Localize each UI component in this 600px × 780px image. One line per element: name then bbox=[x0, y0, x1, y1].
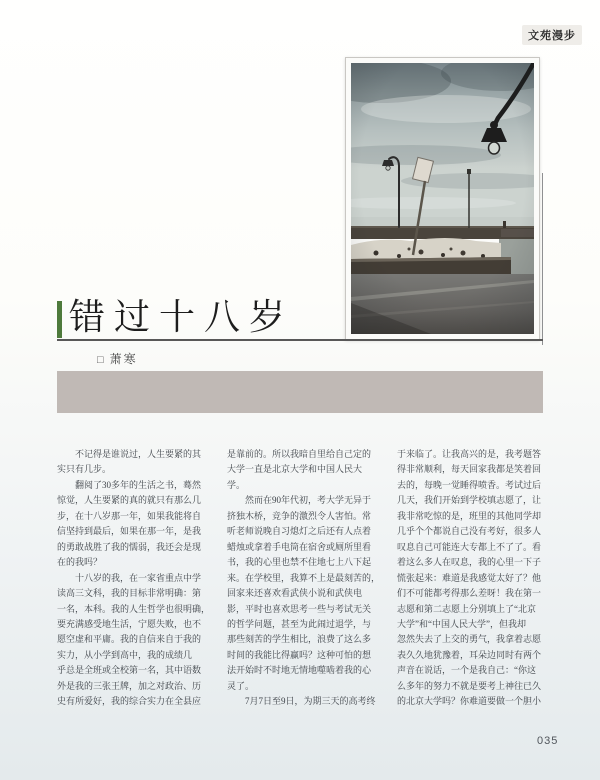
text-line: 时间的我能比得赢吗？这种可怕的想 bbox=[227, 649, 372, 660]
text-line: 大学一直是北京大学和中国人民大 bbox=[227, 464, 363, 475]
text-line: 法开始时不时地无情地噬啮着我的心 bbox=[227, 665, 372, 676]
text-line: 么多年的努力不就是要考上神往已久 bbox=[397, 680, 542, 691]
text-line: 几天，我们开始到学校填志愿了，让 bbox=[397, 495, 542, 506]
text-line: 的哲学问题，甚至为此闹过退学，与 bbox=[227, 618, 372, 629]
article-photo bbox=[345, 57, 540, 340]
author-marker-icon: □ bbox=[97, 354, 104, 366]
text-line: 着这么多人在叹息，我的心里一下子 bbox=[397, 557, 542, 568]
text-line: 志愿和第二志愿上分别填上了“北京 bbox=[397, 603, 536, 614]
text-line: 学。 bbox=[227, 479, 246, 490]
text-line: 史有所爱好，我的综合实力在全县应 bbox=[57, 696, 202, 707]
text-line: 去的，每晚一觉睡得喷香。考试过后 bbox=[397, 479, 542, 490]
title-divider-rule bbox=[57, 339, 543, 341]
pier-photo-illustration bbox=[351, 63, 534, 334]
text-line: 实力，从小学到高中，我的成绩几 bbox=[57, 649, 193, 660]
text-line: 然而在90年代初，考大学无异于 bbox=[227, 495, 372, 506]
text-line: 7月7日至9日，为期三天的高考终 bbox=[227, 696, 376, 707]
text-column-2 bbox=[227, 447, 381, 710]
text-line: 蜡烛或拿着手电筒在宿舍或厕所里看 bbox=[227, 541, 372, 552]
text-line: 回家来还喜欢看武侠小说和武侠电 bbox=[227, 588, 363, 599]
text-line: 表久久地犹豫着，耳朵边同时有两个 bbox=[397, 649, 542, 660]
text-line: 愿空虚和平庸。我的自信来自于我的 bbox=[57, 634, 202, 645]
section-tag: 文苑漫步 bbox=[522, 25, 582, 45]
text-line: 挤独木桥，竞争的激烈令人害怕。常 bbox=[227, 510, 372, 521]
text-column-3 bbox=[397, 447, 543, 710]
author-line bbox=[97, 350, 138, 367]
text-line: 叹息自己可能连大专都上不了了。看 bbox=[397, 541, 542, 552]
text-line: 影，平时也喜欢思考一些与考试无关 bbox=[227, 603, 372, 614]
text-line: 一名，本科。我的人生哲学也很明确， bbox=[57, 603, 211, 614]
text-line: 的北京大学吗？你难道要做一个胆小 bbox=[397, 696, 542, 707]
text-line: 慌张起来：难道是我感觉太好了？他 bbox=[397, 572, 542, 583]
photo-side-rule bbox=[542, 173, 543, 345]
text-line: 的勇敢战胜了我的懦弱，我还会是现 bbox=[57, 541, 202, 552]
text-line: 信坚持到最后，如果在那一年，是我 bbox=[57, 526, 202, 537]
text-line: 步，在十八岁那一年，如果我能将自 bbox=[57, 510, 202, 521]
text-line: 惊觉，人生要紧的真的就只有那么几 bbox=[57, 495, 202, 506]
page-number: 035 bbox=[537, 735, 559, 747]
text-line: 大学”和“中国人民大学”，但我却 bbox=[397, 618, 526, 629]
text-line: 灵了。 bbox=[227, 680, 255, 691]
text-line: 书，我的心里也禁不住地七上八下起 bbox=[227, 557, 372, 568]
article-title: 错过十八岁 bbox=[69, 296, 295, 337]
text-line: 不记得是谁说过，人生要紧的其 bbox=[57, 449, 202, 459]
text-line: 忽然失去了上交的勇气，我拿着志愿 bbox=[397, 634, 542, 645]
text-line: 实只有几步。 bbox=[57, 464, 112, 475]
text-line: 声音在说话，一个是我自己：“你这 bbox=[397, 665, 536, 676]
section-divider-bar bbox=[57, 371, 543, 413]
text-line: 是靠前的。所以我暗自里给自己定的 bbox=[227, 449, 372, 459]
text-line: 外是我的三张王牌，加之对政治、历 bbox=[57, 680, 202, 691]
text-line: 要充满感受地生活，宁愿失败，也不 bbox=[57, 618, 202, 629]
text-line: 得非常顺利，每天回家我都是笑着回 bbox=[397, 464, 542, 475]
text-line: 翻阅了30多年的生活之书，蓦然 bbox=[57, 479, 202, 490]
text-line: 听老师说晚自习熄灯之后还有人点着 bbox=[227, 526, 372, 537]
text-line: 们不可能都考得那么差呀！我在第一 bbox=[397, 588, 542, 599]
author-name: 萧寒 bbox=[109, 352, 138, 366]
article-body bbox=[57, 447, 543, 710]
text-column-1 bbox=[57, 447, 211, 710]
text-line: 来。在学校里，我算不上是最刻苦的， bbox=[227, 572, 381, 583]
title-accent-bar bbox=[57, 301, 62, 338]
text-line: 乎总是全班或全校第一名，其中语数 bbox=[57, 665, 202, 676]
text-line: 读高三文科，我的目标非常明确：第 bbox=[57, 588, 202, 599]
text-line: 十八岁的我，在一家省重点中学 bbox=[57, 572, 202, 583]
text-line: 于来临了。让我高兴的是，我考题答 bbox=[397, 449, 542, 459]
text-line: 我非常吃惊的是，班里的其他同学却 bbox=[397, 510, 542, 521]
text-line: 那些刻苦的学生相比，浪费了这么多 bbox=[227, 634, 372, 645]
text-line: 在的我吗？ bbox=[57, 557, 103, 568]
text-line: 几乎个个都说自己没有考好，很多人 bbox=[397, 526, 542, 537]
